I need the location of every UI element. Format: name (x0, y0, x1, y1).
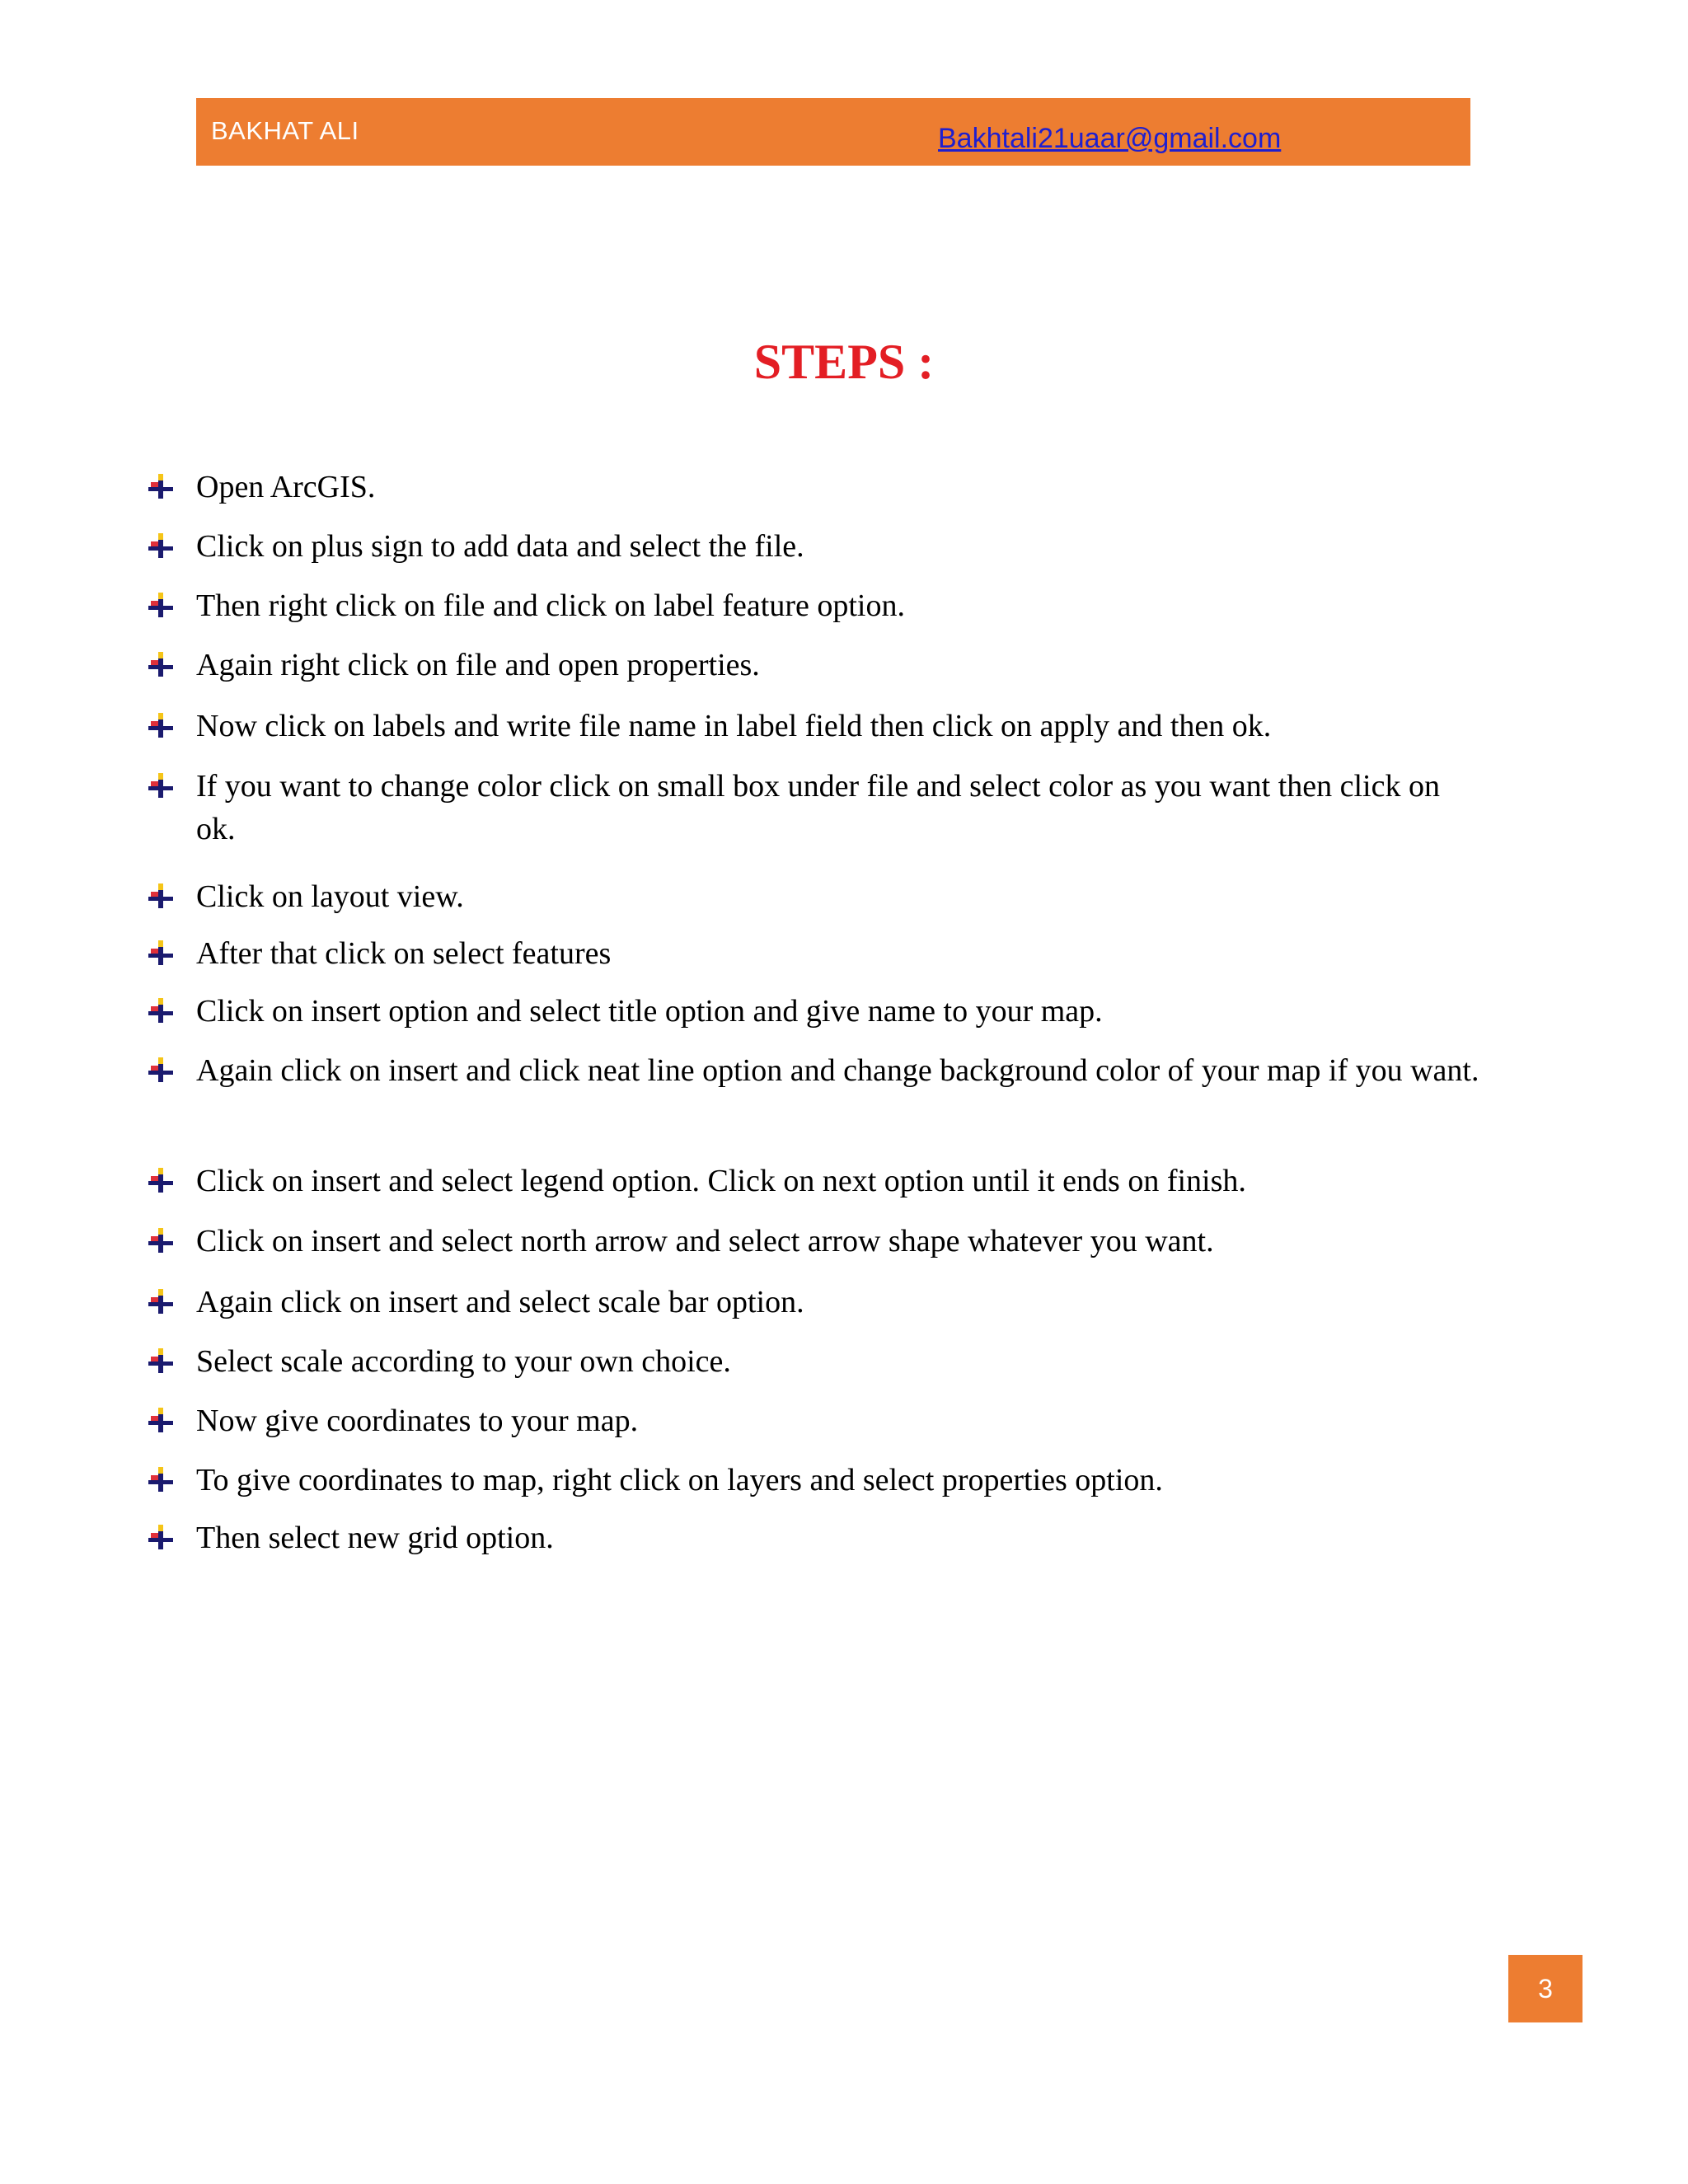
step-text: Click on plus sign to add data and select the file. (196, 529, 804, 564)
step-text: Click on insert option and select title option and give name to your map. (196, 994, 1103, 1029)
arrow-bullet-icon (148, 1057, 173, 1082)
arrow-bullet-icon (148, 1168, 173, 1193)
arrow-bullet-icon (148, 883, 173, 908)
author-name: BAKHAT ALI (211, 116, 359, 145)
step-text: Click on insert and select legend option. Click on next option until it ends on finish. (196, 1164, 1246, 1198)
step-text: If you want to change color click on small box under file and select color as you want then click on ok. (196, 769, 1440, 846)
page-title: STEPS : (753, 335, 935, 389)
step-text: Now give coordinates to your map. (196, 1404, 639, 1438)
arrow-bullet-icon (148, 998, 173, 1023)
email-link[interactable]: Bakhtali21uaar@gmail.com (938, 123, 1282, 154)
arrow-bullet-icon (148, 1289, 173, 1314)
step-text: Then right click on file and click on label feature option. (196, 588, 905, 623)
arrow-bullet-icon (148, 593, 173, 617)
arrow-bullet-icon (148, 652, 173, 677)
step-text: Then select new grid option. (196, 1521, 554, 1555)
step-text: Click on layout view. (196, 879, 464, 914)
arrow-bullet-icon (148, 533, 173, 558)
step-text: Click on insert and select north arrow and select arrow shape whatever you want. (196, 1224, 1214, 1258)
arrow-bullet-icon (148, 1228, 173, 1253)
arrow-bullet-icon (148, 1525, 173, 1549)
step-text: Open ArcGIS. (196, 470, 376, 504)
arrow-bullet-icon (148, 713, 173, 738)
arrow-bullet-icon (148, 940, 173, 965)
arrow-bullet-icon (148, 474, 173, 499)
arrow-bullet-icon (148, 1348, 173, 1373)
step-text: Now click on labels and write file name in label field then click on apply and then ok. (196, 709, 1272, 743)
step-text: Select scale according to your own choice. (196, 1344, 731, 1379)
step-text: Again click on insert and select scale bar option. (196, 1285, 804, 1319)
step-text: Again right click on file and open properties. (196, 648, 760, 682)
step-text: After that click on select features (196, 936, 612, 971)
arrow-bullet-icon (148, 1408, 173, 1432)
header-bar (196, 98, 1470, 166)
arrow-bullet-icon (148, 773, 173, 798)
step-text: To give coordinates to map, right click on layers and select properties option. (196, 1463, 1163, 1497)
step-text: Again click on insert and click neat line option and change background color of your map if you want. (196, 1053, 1479, 1088)
page-number: 3 (1508, 1955, 1582, 2022)
arrow-bullet-icon (148, 1467, 173, 1492)
